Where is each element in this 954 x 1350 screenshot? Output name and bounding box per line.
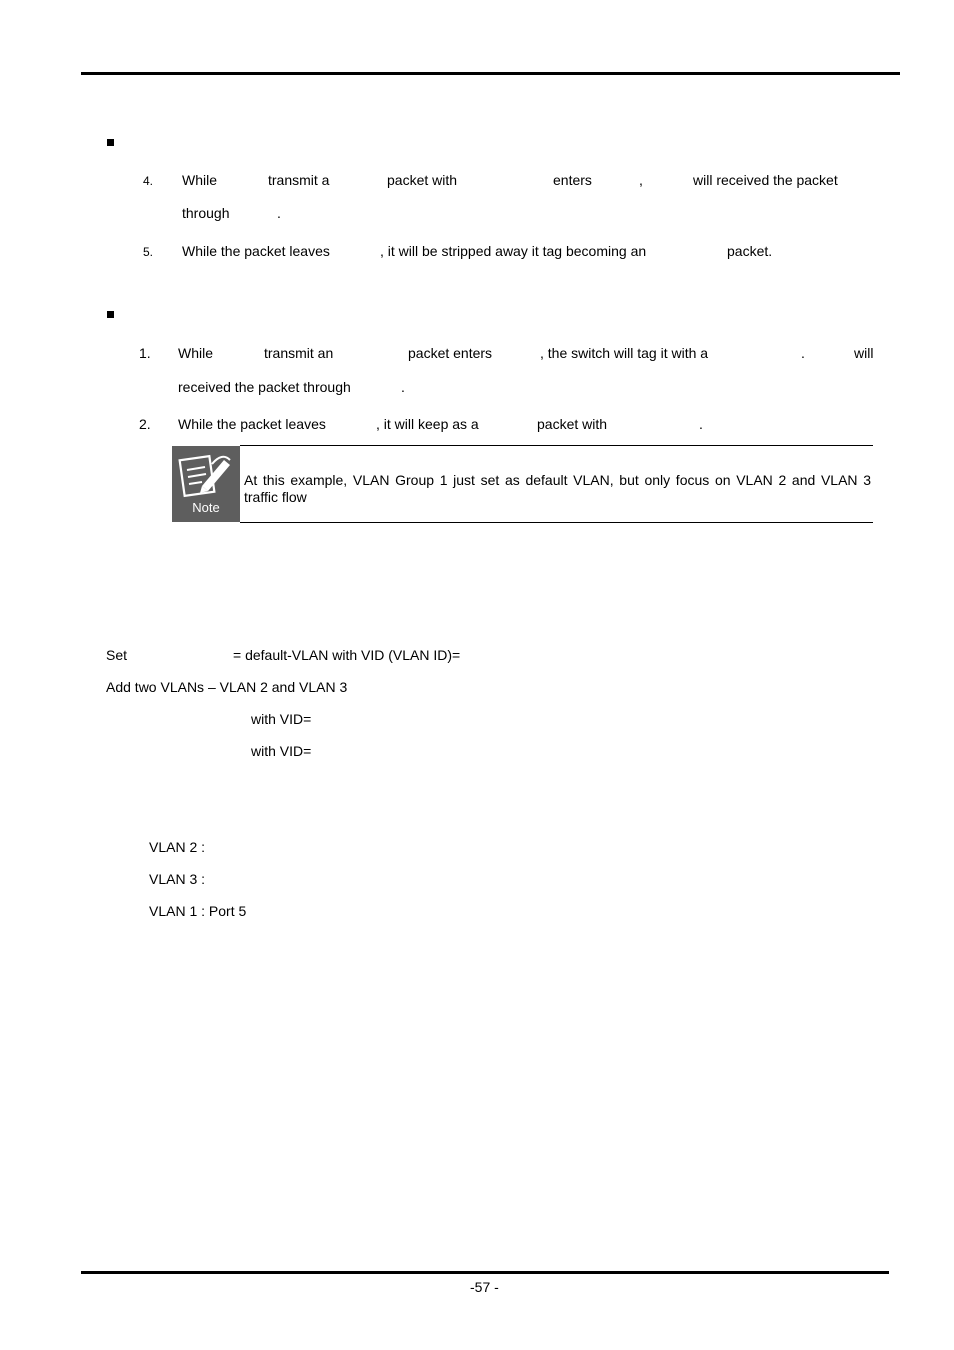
vlan-list-item: VLAN 1 : Port 5	[149, 903, 247, 919]
set-label: Set	[106, 647, 128, 663]
text-fragment: .	[699, 416, 703, 432]
text-fragment: While the packet leaves	[182, 243, 330, 259]
text-fragment: , it will keep as a	[376, 416, 479, 432]
bullet-square-icon	[107, 139, 114, 146]
list-number: 1.	[139, 345, 151, 361]
text-fragment: , it will be stripped away it tag becoming an	[380, 243, 647, 259]
list-number: 5.	[143, 245, 154, 259]
text-fragment: through	[182, 205, 230, 221]
list-number: 2.	[139, 416, 151, 432]
text-fragment: received the packet through	[178, 379, 351, 395]
text-fragment: will	[854, 345, 874, 361]
text-fragment: .	[277, 205, 281, 221]
text-fragment: .	[401, 379, 405, 395]
text-fragment: .	[801, 345, 805, 361]
note-icon-label: Note	[192, 500, 220, 515]
text-fragment: transmit an	[264, 345, 334, 361]
text-fragment: packet enters	[408, 345, 493, 361]
text-fragment: enters	[553, 172, 592, 188]
page-number: -57 -	[470, 1279, 499, 1295]
vid-line: with VID=	[251, 743, 312, 759]
header-rule	[81, 72, 900, 75]
text-fragment: , the switch will tag it with a	[540, 345, 709, 361]
text-fragment: packet with	[537, 416, 608, 432]
text-fragment: packet.	[727, 243, 773, 259]
note-top-rule	[240, 445, 873, 446]
bullet-square-icon	[107, 311, 114, 318]
text-fragment: will received the packet	[693, 172, 838, 188]
vid-line: with VID=	[251, 711, 312, 727]
default-vlan-text: = default-VLAN with VID (VLAN ID)=	[233, 647, 461, 663]
add-vlans-text: Add two VLANs – VLAN 2 and VLAN 3	[106, 679, 348, 695]
note-bottom-rule	[240, 522, 873, 523]
footer-rule	[81, 1271, 889, 1274]
text-fragment: ,	[639, 172, 643, 188]
vlan-list-item: VLAN 2 :	[149, 839, 206, 855]
pencil-paper-icon	[172, 446, 240, 500]
note-text: At this example, VLAN Group 1 just set as default VLAN, but only focus on VLAN 2 and VLAN 3 traffic flow	[244, 472, 871, 505]
text-fragment: While	[178, 345, 214, 361]
text-fragment: While the packet leaves	[178, 416, 326, 432]
list-number: 4.	[143, 174, 154, 188]
vlan-list-item: VLAN 3 :	[149, 871, 206, 887]
note-icon	[172, 446, 240, 522]
text-fragment: transmit a	[268, 172, 330, 188]
text-fragment: While	[182, 172, 218, 188]
text-fragment: packet with	[387, 172, 458, 188]
